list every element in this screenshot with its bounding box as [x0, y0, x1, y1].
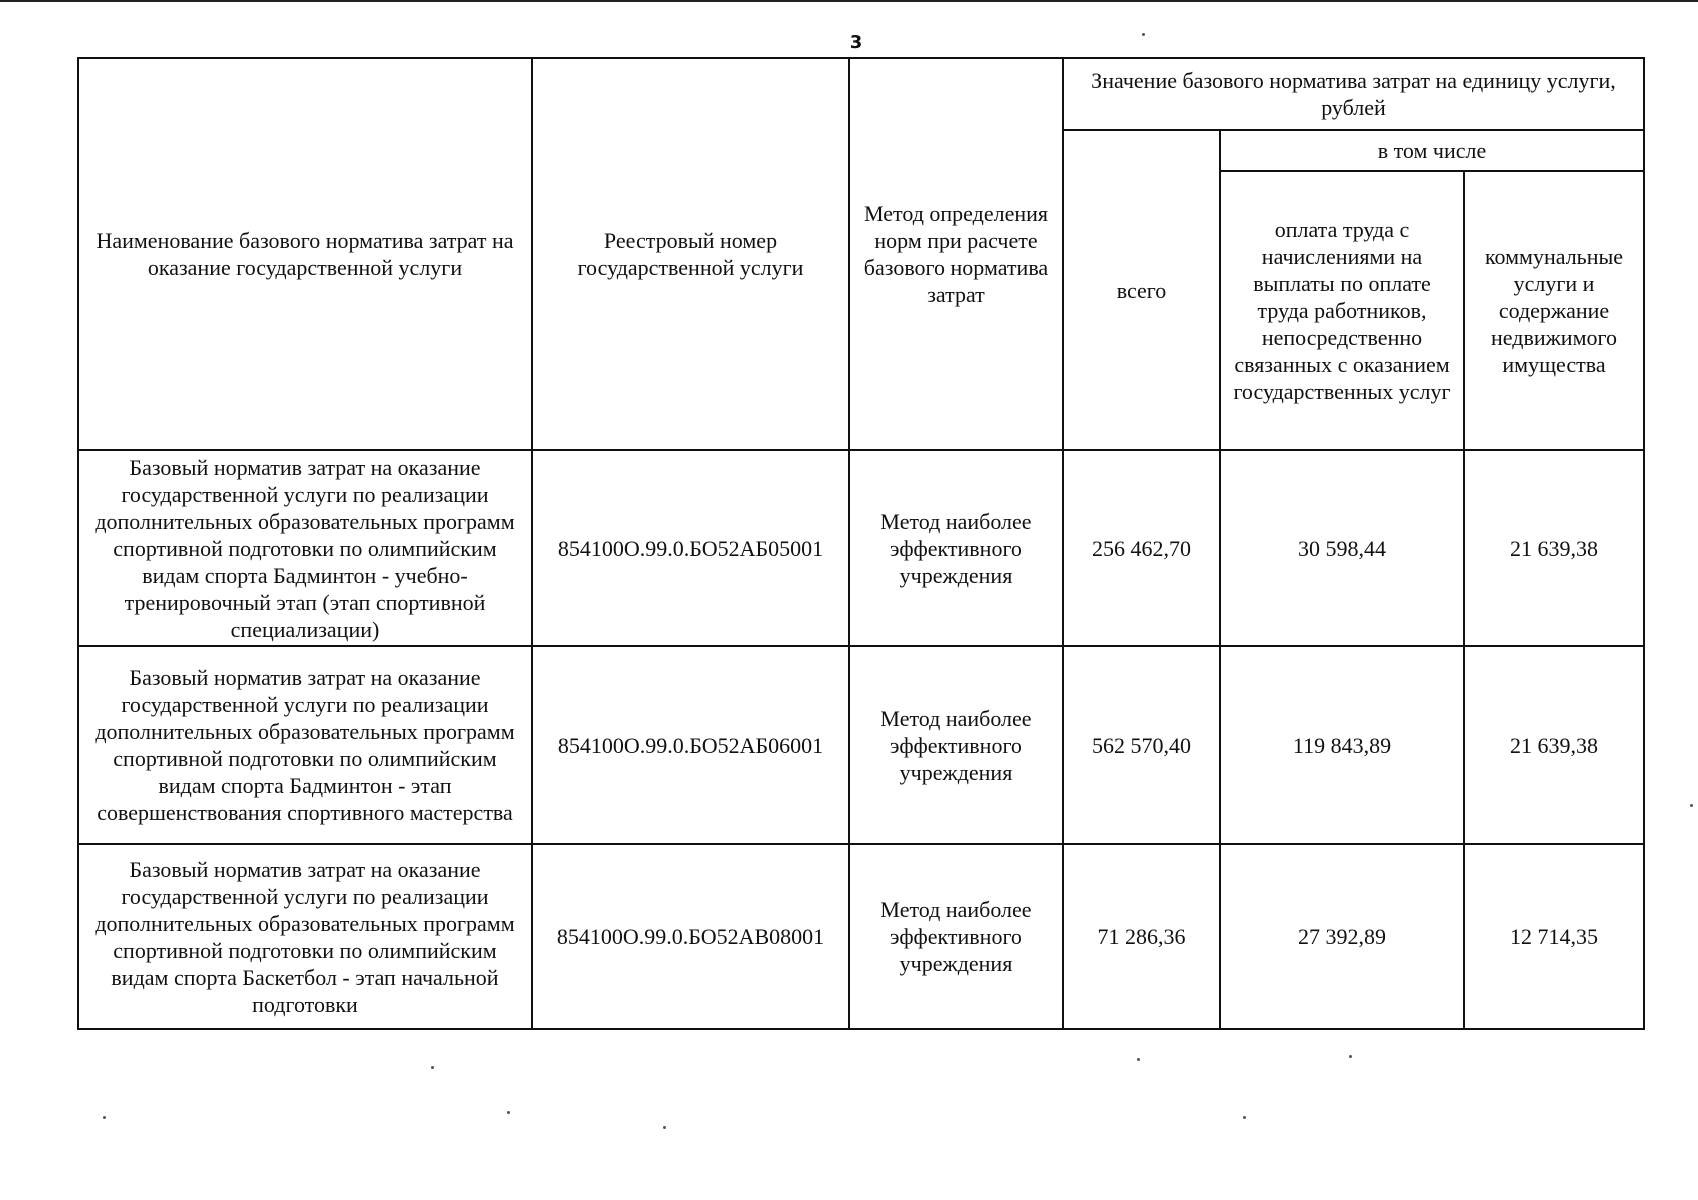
scan-top-edge — [0, 0, 1698, 2]
cell-registry-number: 854100О.99.0.БО52АБ05001 — [532, 450, 849, 646]
cell-labor: 30 598,44 — [1220, 450, 1464, 646]
cell-method: Метод наиболее эффективного учреждения — [849, 450, 1063, 646]
header-value-group: Значение базового норматива затрат на единицу услуги, рублей — [1063, 58, 1644, 130]
header-name: Наименование базового норматива затрат на оказание государственной услуги — [78, 58, 532, 450]
scan-speck — [431, 1066, 434, 1069]
cell-registry-number: 854100О.99.0.БО52АБ06001 — [532, 646, 849, 844]
cell-name: Базовый норматив затрат на оказание государственной услуги по реализации дополнительных образовательных программ спортивной подготовки по олимпийским видам спорта Бадминтон - этап совершенствования спортивного мастерства — [78, 646, 532, 844]
header-labor: оплата труда с начислениями на выплаты по оплате труда работников, непосредственно связанных с оказанием государственных услуг — [1220, 171, 1464, 450]
cost-norms-table — [77, 57, 1645, 1030]
cell-utilities: 12 714,35 — [1464, 844, 1644, 1029]
scan-speck — [1142, 33, 1145, 36]
cell-name: Базовый норматив затрат на оказание государственной услуги по реализации дополнительных образовательных программ спортивной подготовки по олимпийским видам спорта Баскетбол - этап начальной подготовки — [78, 844, 532, 1029]
header-total: всего — [1063, 130, 1220, 450]
table-row — [78, 646, 1644, 844]
cell-labor: 27 392,89 — [1220, 844, 1464, 1029]
scan-speck — [103, 1116, 106, 1119]
cell-utilities: 21 639,38 — [1464, 450, 1644, 646]
scan-speck — [507, 1111, 510, 1114]
cell-total: 562 570,40 — [1063, 646, 1220, 844]
header-registry-number: Реестровый номер государственной услуги — [532, 58, 849, 450]
header-utilities: коммунальные услуги и содержание недвижимого имущества — [1464, 171, 1644, 450]
scan-speck — [663, 1126, 666, 1129]
header-row-1 — [78, 58, 1644, 130]
scan-speck — [1690, 804, 1693, 807]
cell-labor: 119 843,89 — [1220, 646, 1464, 844]
cell-total: 71 286,36 — [1063, 844, 1220, 1029]
table-row — [78, 450, 1644, 646]
header-method: Метод определения норм при расчете базового норматива затрат — [849, 58, 1063, 450]
scan-speck — [1349, 1055, 1352, 1058]
header-including: в том числе — [1220, 130, 1644, 171]
page-number: 3 — [849, 32, 863, 53]
cell-name: Базовый норматив затрат на оказание государственной услуги по реализации дополнительных образовательных программ спортивной подготовки по олимпийским видам спорта Бадминтон - учебно-тренировочный этап (этап спортивной специализации) — [78, 450, 532, 646]
cell-utilities: 21 639,38 — [1464, 646, 1644, 844]
cell-method: Метод наиболее эффективного учреждения — [849, 844, 1063, 1029]
table-row — [78, 844, 1644, 1029]
cell-registry-number: 854100О.99.0.БО52АВ08001 — [532, 844, 849, 1029]
scan-speck — [1243, 1116, 1246, 1119]
scan-speck — [1137, 1058, 1140, 1061]
cell-total: 256 462,70 — [1063, 450, 1220, 646]
cell-method: Метод наиболее эффективного учреждения — [849, 646, 1063, 844]
